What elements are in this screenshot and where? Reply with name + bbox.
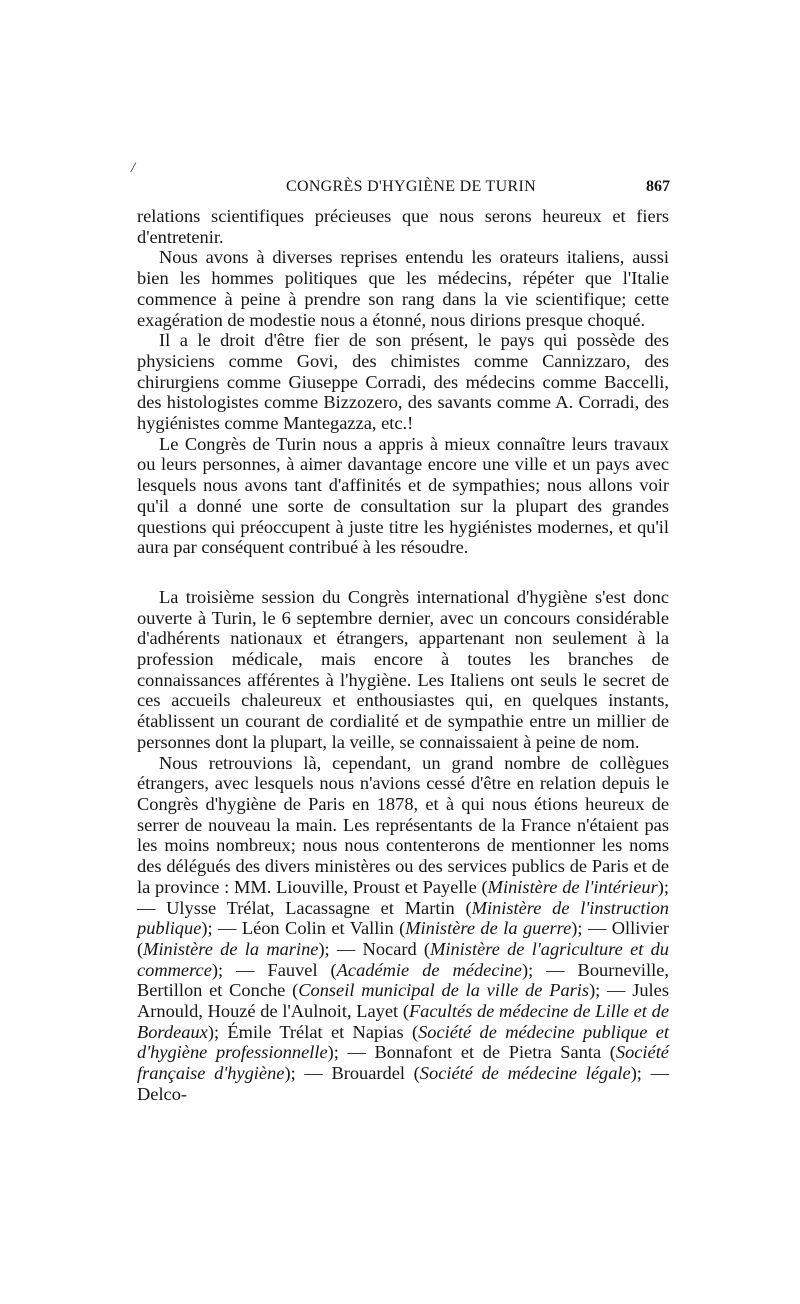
running-head bbox=[138, 178, 670, 202]
page-number: 867 bbox=[646, 178, 670, 195]
running-title: CONGRÈS D'HYGIÈNE DE TURIN bbox=[286, 178, 536, 195]
text-run: ); — Bonnafont et de Pietra Santa ( bbox=[327, 1042, 616, 1063]
institution-name: Société de médecine légale bbox=[419, 1063, 631, 1084]
institution-name: Société de médecine publique et d'hygiène professionnelle bbox=[137, 1021, 669, 1063]
text-run: ); Émile Trélat et Napias ( bbox=[207, 1021, 419, 1042]
text-run: ); — Delco- bbox=[137, 1063, 669, 1104]
institution-name: Facultés de médecine de Lille et de Bordeaux bbox=[137, 1001, 669, 1042]
paragraph: Le Congrès de Turin nous a appris à mieux connaître leurs travaux ou leurs personnes, à aimer davantage encore une ville et un pays avec lesquels nous avons tant d'affinités et de sympathies; nous allons voir qu'il a donné une sorte de consultation sur la plupart des grandes questions qui préoccupent à juste titre les hygiénistes modernes, et qu'il aura par conséquent contribué à les résoudre. bbox=[137, 433, 669, 558]
institution-name: Conseil municipal de la ville de Paris bbox=[298, 980, 590, 1001]
section-break bbox=[137, 558, 669, 587]
institution-name: Ministère de la marine bbox=[143, 938, 319, 959]
text-run: ); — Jules Arnould, Houzé de l'Aulnoit, Layet ( bbox=[137, 980, 669, 1022]
institution-name: Académie de médecine bbox=[336, 959, 522, 980]
body-text bbox=[137, 206, 669, 1105]
text-run: ); — Bourneville, Bertillon et Conche ( bbox=[137, 959, 669, 1001]
paragraph: Il a le droit d'être fier de son présent, le pays qui possède des physiciens comme Govi, des chimistes comme Cannizzaro, des chirurgiens comme Giuseppe Corradi, des médecins comme Baccelli, des histologistes comme Bizzozero, des savants comme A. Corradi, des hygiénistes comme Mantegazza, etc.! bbox=[137, 330, 669, 434]
institution-name: Ministère de la guerre bbox=[405, 918, 572, 939]
text-run: ); — Léon Colin et Vallin ( bbox=[201, 918, 406, 939]
institution-name: Ministère de l'intérieur bbox=[487, 876, 658, 897]
stray-mark: / bbox=[131, 160, 136, 176]
text-run: ); — Nocard ( bbox=[318, 938, 431, 959]
paragraph-delegates bbox=[137, 753, 669, 1105]
text-run: ); — Fauvel ( bbox=[211, 959, 337, 980]
text-run: ); — Ollivier ( bbox=[137, 918, 669, 959]
institution-name: Ministère de l'agriculture et du commerce bbox=[137, 938, 669, 980]
paragraph: relations scientifiques précieuses que nous serons heureux et fiers d'entretenir. bbox=[137, 206, 669, 247]
text-run: Nous retrouvions là, cependant, un grand nombre de collègues étrangers, avec lesquels nous n'avions cessé d'être en relation depuis le Congrès d'hygiène de Paris en 1878, et à qui nous étions heureux de serrer de nouveau la main. Les représentants de la France n'étaient pas les moins nombreux; nous nous contenterons de mentionner les noms des délégués des divers ministères ou des services publics de Paris et de la province : MM. Liouville, Proust et Payelle ( bbox=[137, 752, 669, 897]
text-run: ); — Ulysse Trélat, Lacassagne et Martin ( bbox=[137, 876, 669, 918]
institution-name: Société française d'hygiène bbox=[137, 1042, 669, 1084]
text-run: ); — Brouardel ( bbox=[284, 1063, 420, 1084]
institution-name: Ministère de l'instruction publique bbox=[137, 897, 670, 939]
paragraph: Nous avons à diverses reprises entendu les orateurs italiens, aussi bien les hommes politiques que les médecins, répéter que l'Italie commence à peine à prendre son rang dans la vie scientifique; cette exagération de modestie nous a étonné, nous dirions presque choqué. bbox=[137, 247, 669, 330]
paragraph: La troisième session du Congrès international d'hygiène s'est donc ouverte à Turin, le 6 septembre dernier, avec un concours considérable d'adhérents nationaux et étrangers, appartenant non seulement à la profession médicale, mais encore à toutes les branches de connaissances afférentes à l'hygiène. Les Italiens ont seuls le secret de ces accueils chaleureux et enthousiastes qui, en quelques instants, établissent un courant de cordialité et de sympathie entre un millier de personnes dont la plupart, la veille, se connaissaient à peine de nom. bbox=[137, 586, 669, 752]
